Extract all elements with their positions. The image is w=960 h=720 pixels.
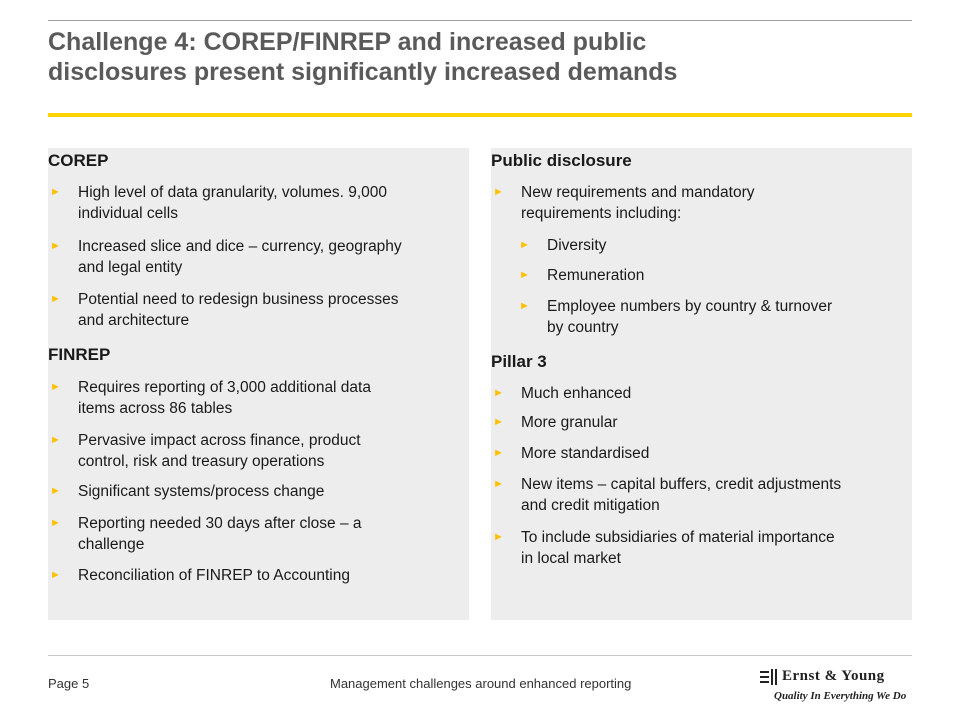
bullet-line: control, risk and treasury operations [78, 453, 325, 470]
bullet-line: individual cells [78, 205, 178, 222]
triangle-right-icon: ► [50, 517, 61, 529]
corep-bullet-1 [50, 182, 470, 224]
bullet-line: Requires reporting of 3,000 additional data [78, 379, 371, 396]
triangle-right-icon: ► [519, 239, 530, 251]
bullet-line: items across 86 tables [78, 400, 233, 417]
bullet-line: Reconciliation of FINREP to Accounting [78, 567, 350, 584]
bullet-line: Potential need to redesign business processes [78, 291, 399, 308]
bullet-line: More standardised [521, 445, 650, 462]
finrep-heading: FINREP [48, 345, 111, 364]
triangle-right-icon: ► [493, 416, 504, 428]
triangle-right-icon: ► [50, 293, 61, 305]
finrep-bullet-3 [50, 481, 470, 502]
bullet-line: Reporting needed 30 days after close – a [78, 515, 362, 532]
triangle-right-icon: ► [50, 434, 61, 446]
bullet-line: requirements including: [521, 205, 682, 222]
triangle-right-icon: ► [50, 569, 61, 581]
public-disclosure-bullet [493, 182, 911, 224]
sub-bullet-2 [519, 265, 911, 286]
bullet-line: Much enhanced [521, 385, 632, 402]
logo-name: Ernst & Young [782, 668, 885, 684]
triangle-right-icon: ► [493, 447, 504, 459]
bullet-line: in local market [521, 550, 621, 567]
finrep-bullet-4 [50, 513, 470, 555]
logo-tagline: Quality In Everything We Do [774, 690, 907, 702]
triangle-right-icon: ► [50, 240, 61, 252]
bullet-line: and credit mitigation [521, 497, 660, 514]
bullet-line: and architecture [78, 312, 190, 329]
title-line-2: disclosures present significantly increased demands [48, 58, 678, 86]
title-accent-rule [48, 113, 912, 117]
finrep-bullet-5 [50, 565, 470, 586]
triangle-right-icon: ► [493, 531, 504, 543]
pillar3-bullet-2 [493, 412, 911, 433]
public-disclosure-heading: Public disclosure [491, 151, 632, 170]
bullet-line: Employee numbers by country & turnover [547, 298, 833, 315]
triangle-right-icon: ► [493, 478, 504, 490]
bullet-line: Remuneration [547, 267, 645, 284]
sub-bullet-3 [519, 296, 911, 338]
pillar3-heading: Pillar 3 [491, 352, 547, 371]
company-logo [760, 668, 920, 708]
bullet-line: Significant systems/process change [78, 483, 325, 500]
bullet-line: and legal entity [78, 259, 183, 276]
right-panel [491, 148, 912, 620]
page-title [48, 27, 918, 87]
triangle-right-icon: ► [50, 485, 61, 497]
top-divider [48, 20, 912, 21]
pillar3-bullet-5 [493, 527, 911, 569]
left-panel [48, 148, 469, 620]
triangle-right-icon: ► [50, 381, 61, 393]
triangle-right-icon: ► [519, 269, 530, 281]
pillar3-bullet-3 [493, 443, 911, 464]
bullet-line: challenge [78, 536, 145, 553]
bullet-line: High level of data granularity, volumes. 9,000 [78, 184, 388, 201]
triangle-right-icon: ► [493, 186, 504, 198]
bullet-line: Increased slice and dice – currency, geography [78, 238, 402, 255]
bullet-line: New items – capital buffers, credit adjustments [521, 476, 842, 493]
corep-heading: COREP [48, 151, 109, 170]
triangle-right-icon: ► [519, 300, 530, 312]
finrep-bullet-1 [50, 377, 470, 419]
triangle-right-icon: ► [493, 387, 504, 399]
bullet-line: To include subsidiaries of material importance [521, 529, 835, 546]
pillar3-bullet-4 [493, 474, 911, 516]
bullet-line: by country [547, 319, 619, 336]
pillar3-bullet-1 [493, 383, 911, 404]
bullet-line: New requirements and mandatory [521, 184, 755, 201]
footer-caption: Management challenges around enhanced reporting [330, 676, 632, 691]
bullet-line: More granular [521, 414, 618, 431]
corep-bullet-3 [50, 289, 470, 331]
page-number: Page 5 [48, 676, 90, 691]
finrep-bullet-2 [50, 430, 470, 472]
footer-divider [48, 655, 912, 656]
triangle-right-icon: ► [50, 186, 61, 198]
title-line-1: Challenge 4: COREP/FINREP and increased public [48, 28, 647, 56]
bullet-line: Pervasive impact across finance, product [78, 432, 361, 449]
logo-mark-icon [760, 669, 780, 685]
sub-bullet-1 [519, 235, 911, 256]
bullet-line: Diversity [547, 237, 607, 254]
corep-bullet-2 [50, 236, 470, 278]
